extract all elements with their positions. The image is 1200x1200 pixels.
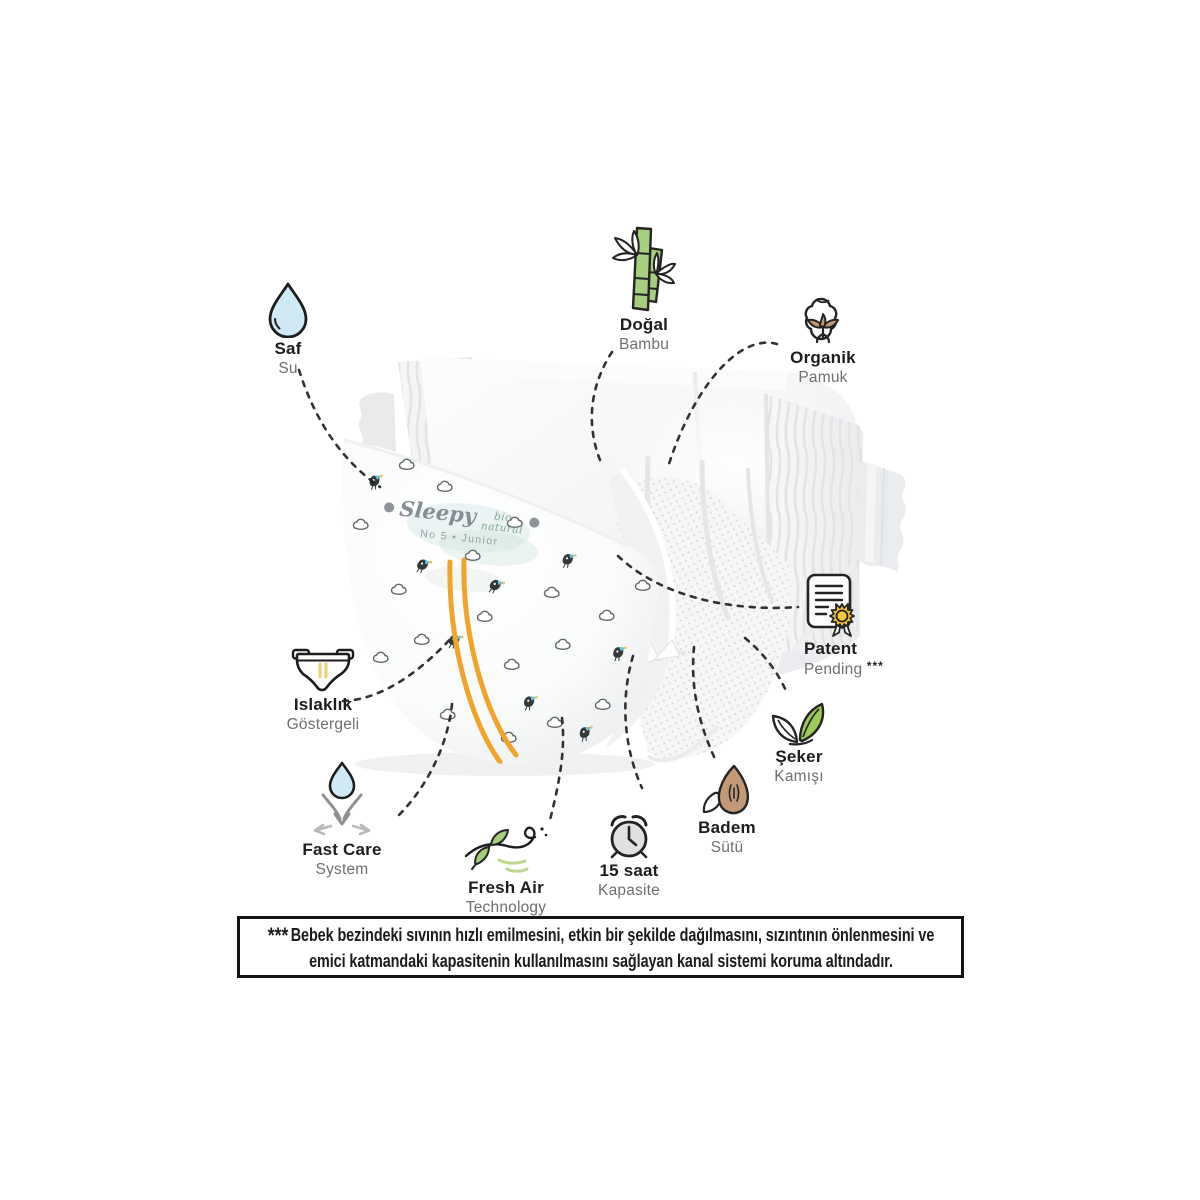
sugarcane-leaves-icon (770, 700, 828, 746)
feature-title: Badem (698, 818, 756, 837)
feature-subtitle: System (315, 861, 369, 879)
feature-subtitle: Kamışı (774, 768, 824, 786)
feature-organik-pamuk (748, 291, 898, 387)
feature-title: Patent (804, 639, 858, 658)
feature-title: 15 saat (599, 861, 659, 880)
feature-subtitle: Bambu (618, 336, 670, 354)
patent-certificate-icon (804, 572, 862, 638)
feature-islaklik (248, 646, 398, 734)
feature-subtitle: Göstergeli (286, 716, 360, 734)
bamboo-icon (612, 222, 676, 314)
feature-subtitle: Su (278, 360, 298, 378)
feature-title: Islaklık (293, 695, 353, 714)
size-label: No 5 • Junior (419, 527, 499, 548)
logo-dot-left (383, 501, 394, 512)
feature-saf-su (213, 280, 363, 378)
drop-arrows-icon (309, 761, 375, 839)
feature-title: Doğal (619, 315, 669, 334)
right-tab (856, 460, 906, 572)
feature-title: Fast Care (302, 840, 382, 859)
brand-name: Sleepy (398, 495, 478, 529)
almond-icon (701, 763, 753, 817)
feature-fast-care (267, 761, 417, 879)
feature-patent-pending (804, 572, 934, 679)
feature-subtitle: Pending *** (804, 659, 884, 679)
brand-suffix: bio natural (480, 510, 524, 536)
footnote-text: *** Bebek bezindeki sıvının hızlı emilmesini, etkin bir şekilde dağılmasını, sızıntının önlenmesini ve emici katmandaki kapasitenin kullanılmasını sağlayan kanal sistemi koruma altındadır. (267, 922, 934, 971)
feature-subtitle: Pamuk (798, 369, 848, 387)
feature-subtitle: Kapasite (598, 882, 660, 900)
feature-dogal-bambu (569, 222, 719, 354)
feature-title: Organik (790, 348, 856, 367)
feature-title: Şeker (775, 747, 823, 766)
footnote-marker: *** (267, 922, 288, 948)
left-tab (359, 392, 396, 452)
footnote-box (237, 916, 964, 978)
feature-title: Fresh Air (468, 878, 544, 897)
feature-fresh-air (431, 823, 581, 917)
diaper-indicator-icon (291, 646, 355, 694)
cotton-icon (797, 291, 849, 347)
feature-title: Saf (274, 339, 302, 358)
feature-subtitle: Technology (465, 899, 547, 917)
alarm-clock-icon (604, 812, 654, 860)
water-drop-icon (265, 280, 311, 338)
wind-leaves-icon (463, 823, 549, 877)
patent-stars: *** (866, 659, 884, 674)
feature-subtitle: Sütü (710, 839, 744, 857)
